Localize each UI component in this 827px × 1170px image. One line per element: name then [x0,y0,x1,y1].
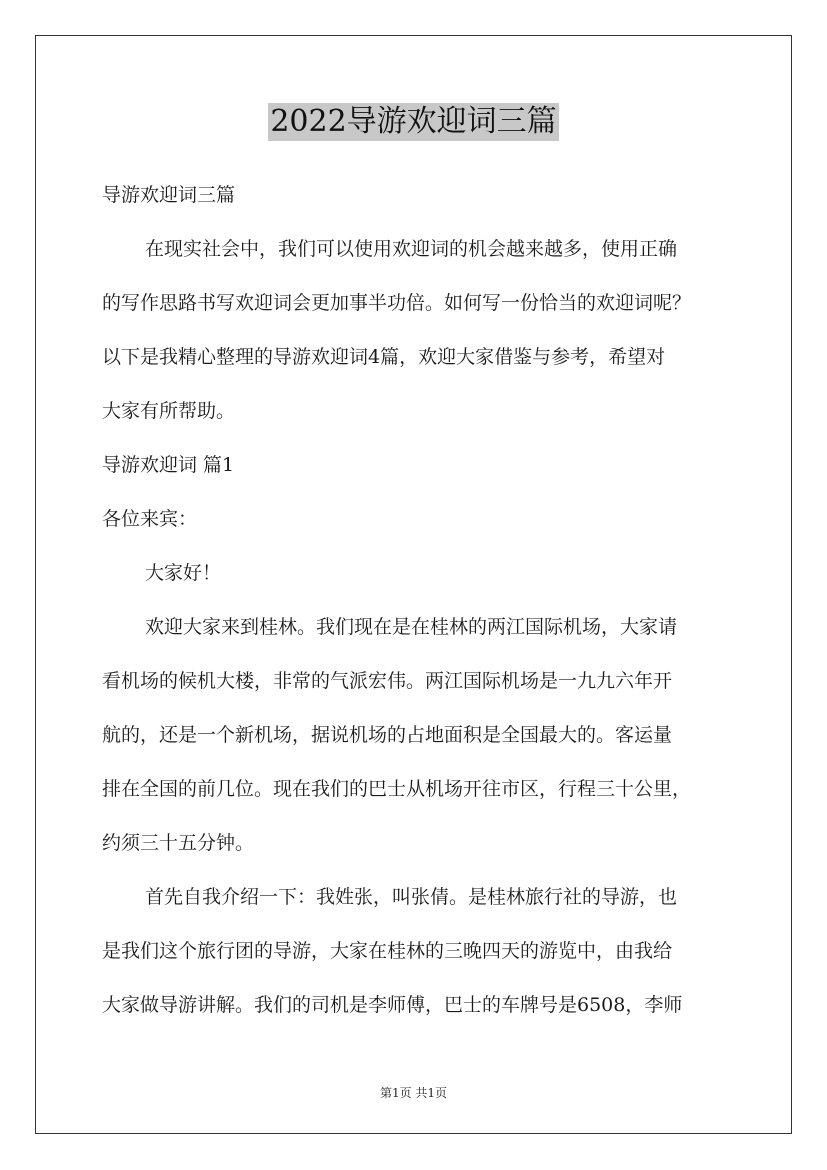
document-title: 2022导游欢迎词三篇 [270,104,557,139]
subtitle-line: 导游欢迎词三篇 [102,184,236,206]
paragraph-line: 大家有所帮助。 [102,400,236,422]
paragraph-line: 欢迎大家来到桂林。我们现在是在桂林的两江国际机场，大家请 [145,616,678,638]
paragraph-line: 以下是我精心整理的导游欢迎词4篇，欢迎大家借鉴与参考，希望对 [102,346,666,368]
title-container [0,103,827,141]
paragraph-line: 看机场的候机大楼，非常的气派宏伟。两江国际机场是一九九六年开 [102,670,673,692]
paragraph-line: 在现实社会中，我们可以使用欢迎词的机会越来越多，使用正确 [145,238,678,260]
paragraph-line: 首先自我介绍一下：我姓张，叫张倩。是桂林旅行社的导游，也 [145,886,678,908]
paragraph-line: 航的，还是一个新机场，据说机场的占地面积是全国最大的。客运量 [102,724,673,746]
paragraph-line: 的写作思路书写欢迎词会更加事半功倍。如何写一份恰当的欢迎词呢？ [102,292,692,314]
greeting-line: 大家好！ [145,562,222,584]
paragraph-line: 大家做导游讲解。我们的司机是李师傅，巴士的车牌号是6508，李师 [102,994,683,1016]
section-heading: 导游欢迎词 篇1 [102,454,235,476]
salutation-line: 各位来宾： [102,508,198,530]
page-footer: 第1页 共1页 [379,1086,448,1100]
paragraph-line: 约须三十五分钟。 [102,832,255,854]
paragraph-line: 排在全国的前几位。现在我们的巴士从机场开往市区，行程三十公里， [102,778,692,800]
paragraph-line: 是我们这个旅行团的导游，大家在桂林的三晚四天的游览中，由我给 [102,940,673,962]
